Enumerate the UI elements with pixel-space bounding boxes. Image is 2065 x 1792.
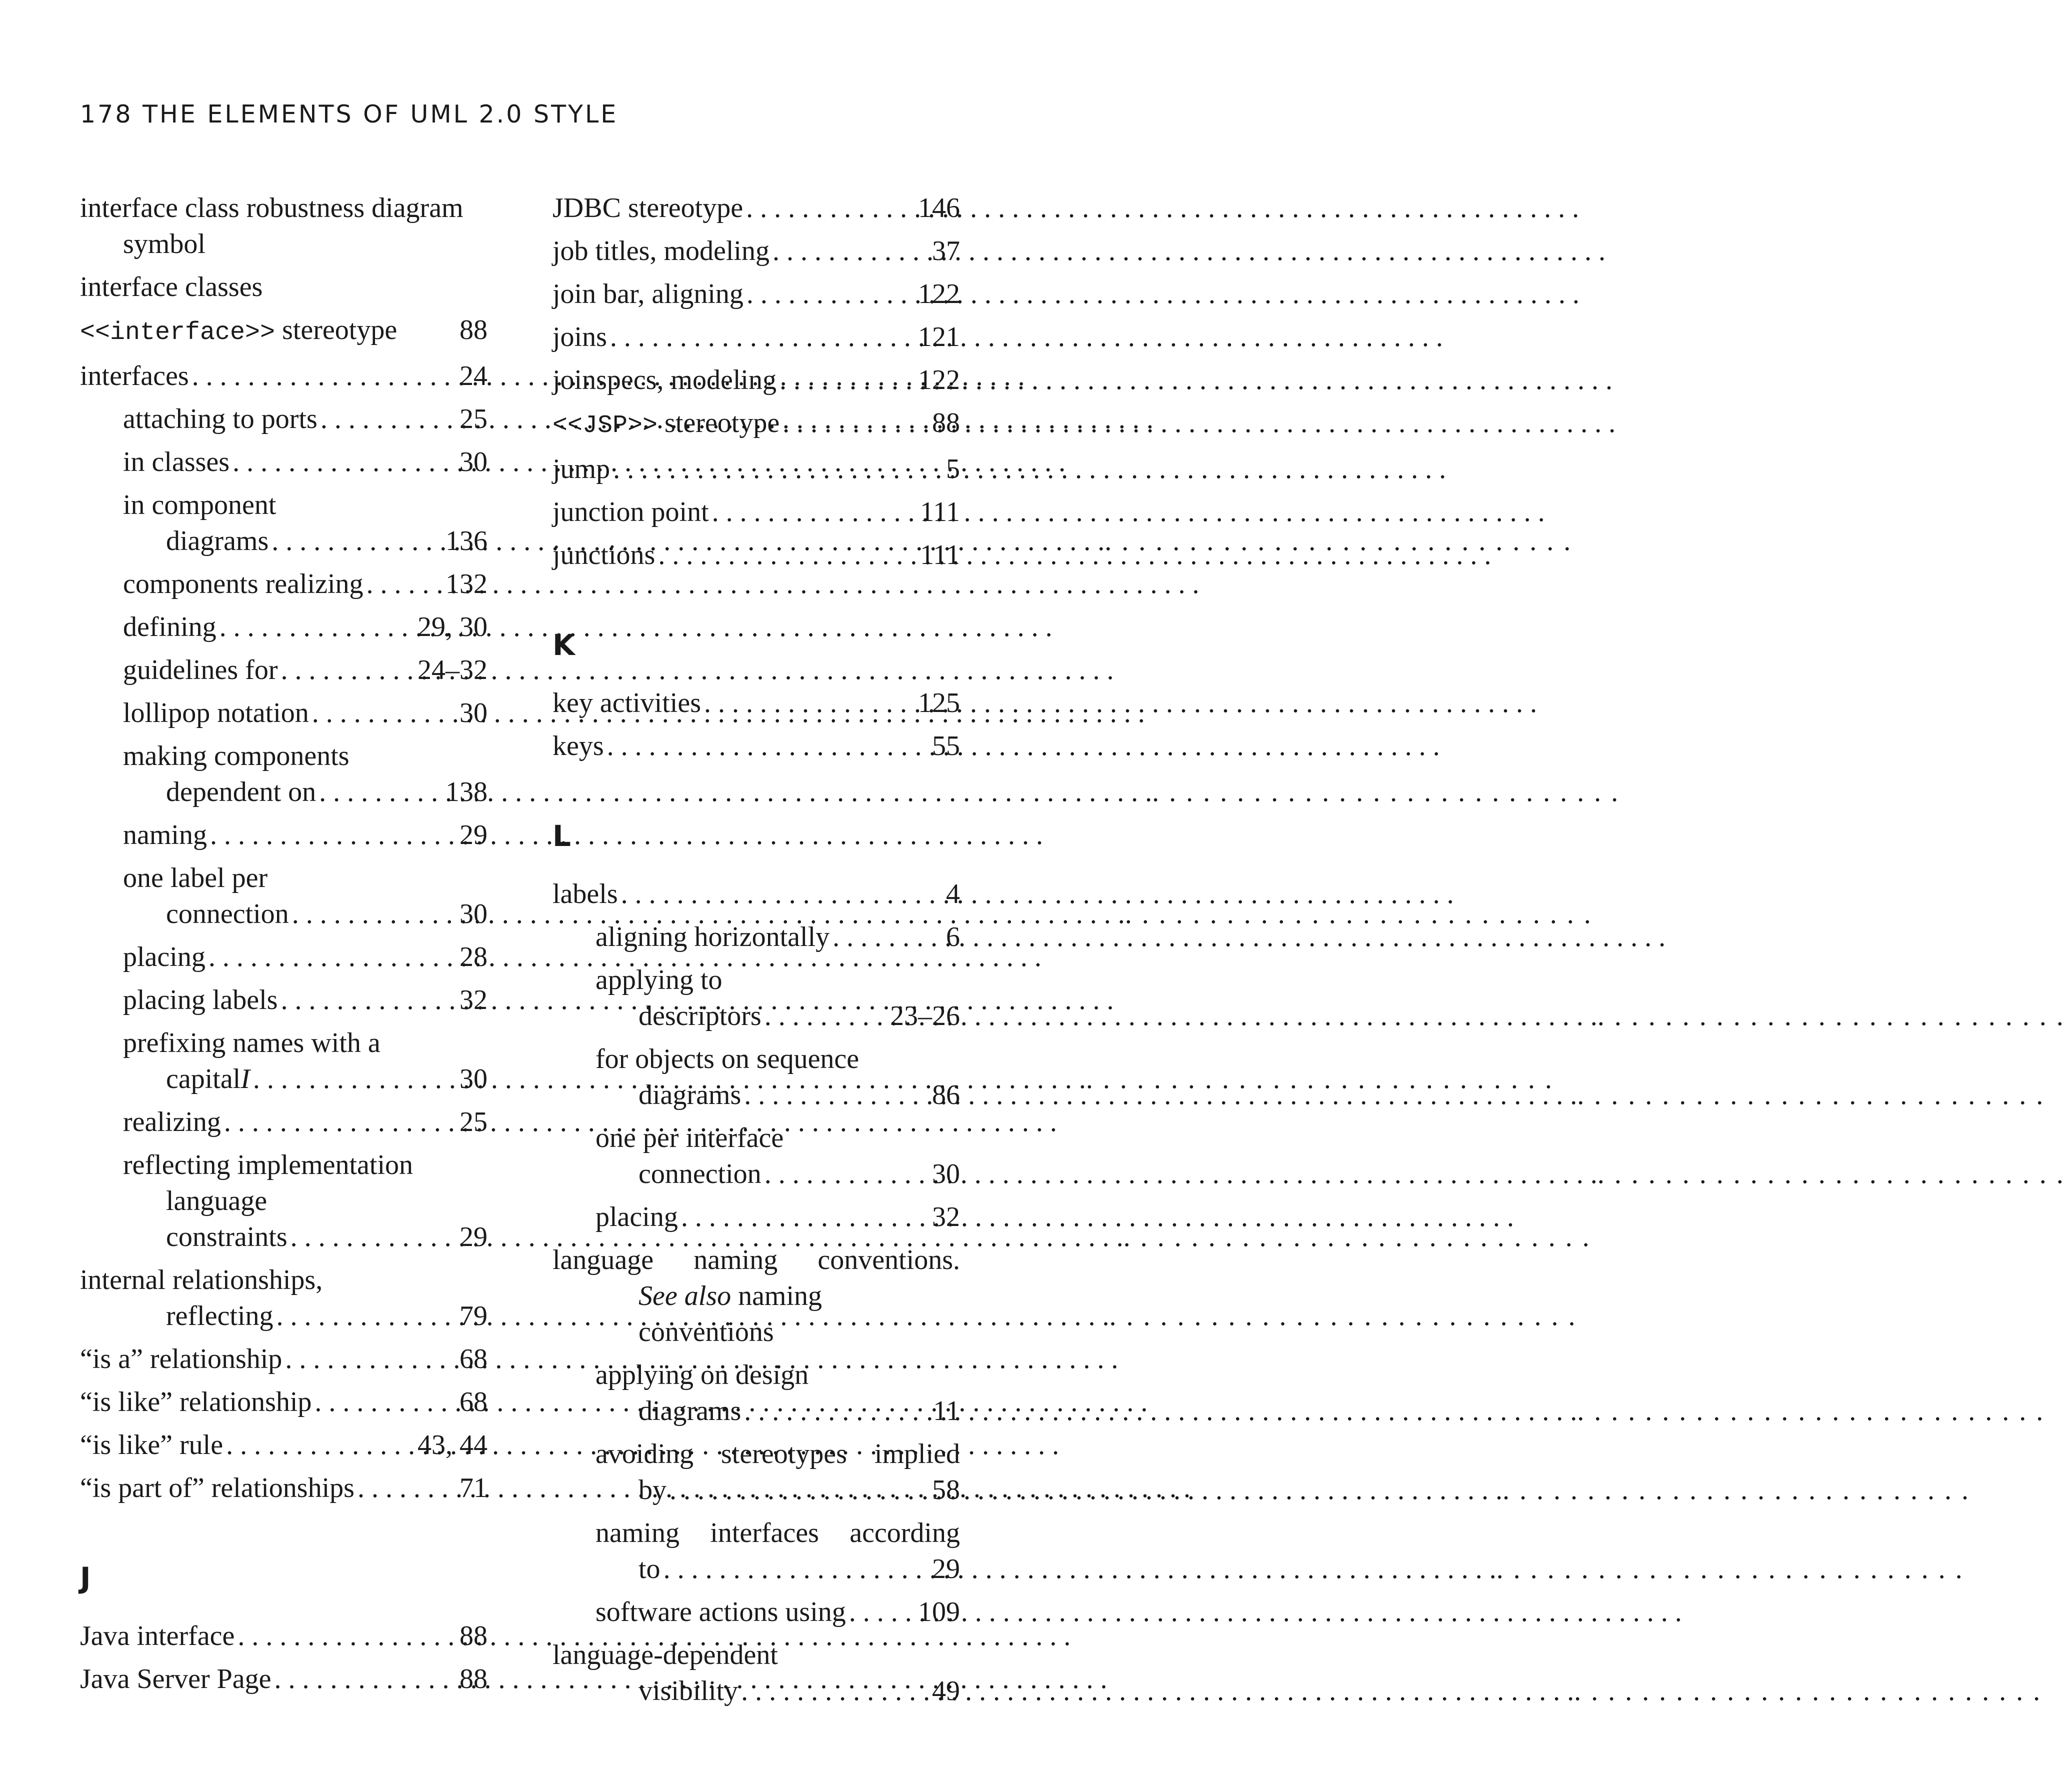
dot-leader: . . . . . . . . . . . . . . . . . . . . . . . . . . . . . . . — [744, 1077, 929, 1113]
dot-leader: . . . . . . . . . . . . . . . . . . . . . . . . . . . . . . . — [319, 774, 442, 810]
entry-text: symbol — [123, 228, 206, 260]
dot-leader — [358, 1470, 456, 1506]
dot-leader — [238, 1618, 456, 1654]
dot-leader — [746, 190, 915, 226]
index-entry — [552, 405, 960, 444]
entry-text: interface class robustness diagram — [80, 192, 464, 224]
index-entry — [552, 685, 960, 721]
dot-leader — [208, 939, 456, 975]
entry-page: 88 — [460, 314, 488, 346]
entry-label: defining — [123, 612, 216, 642]
entry-page: 122 — [918, 278, 960, 310]
dot-leader — [280, 982, 456, 1018]
entry-label: placing — [596, 1202, 678, 1232]
running-head: 178 THE ELEMENTS OF UML 2.0 STYLE — [80, 100, 618, 128]
index-entry — [80, 1341, 488, 1377]
entry-page: 111 — [920, 496, 960, 528]
dot-leader — [220, 609, 414, 645]
dot-leader: . . . . . . . . . . . . . . . . . . . . . . . . . . . . . . . — [292, 896, 456, 932]
entry-label: labels — [552, 878, 618, 910]
entry-page: 29 — [460, 1222, 488, 1252]
index-subentry — [552, 1120, 2065, 1192]
dot-leader — [274, 1661, 456, 1697]
section-letter-k: K — [552, 628, 575, 662]
dot-leader: . . . . . . . . . . . . . . . . . . . . . . . . . . . . . . . — [664, 1551, 929, 1587]
index-subentry — [80, 444, 488, 480]
dot-leader — [772, 233, 929, 269]
entry-label: stereotype — [658, 408, 780, 438]
entry-label: key activities — [552, 688, 702, 718]
dot-leader — [613, 451, 943, 487]
entry-page: 32 — [460, 984, 488, 1016]
entry-page: 29, 30 — [418, 612, 488, 642]
index-entry — [552, 451, 960, 487]
index-subentry — [552, 1594, 960, 1630]
index-subentry — [552, 962, 2065, 1034]
entry-label: joinspecs, modeling — [552, 364, 776, 396]
entry-word: implied — [874, 1438, 960, 1470]
entry-word: language — [552, 1244, 654, 1276]
dot-leader — [224, 1104, 456, 1140]
entry-label: job titles, modeling — [552, 236, 770, 266]
entry-label: naming — [123, 820, 207, 850]
entry-page: 111 — [920, 540, 960, 570]
entry-page: 29 — [932, 1554, 960, 1584]
dot-leader — [314, 1384, 456, 1420]
entry-code: <<JSP>> — [552, 412, 658, 440]
index-entry — [552, 876, 960, 912]
entry-label: connection — [638, 1158, 762, 1190]
entry-page: 30 — [932, 1158, 960, 1190]
dot-leader — [681, 1199, 929, 1235]
entry-label: components realizing — [123, 568, 364, 600]
entry-page: 132 — [446, 568, 488, 600]
entry-label: realizing — [123, 1106, 221, 1138]
index-subentry — [552, 1199, 960, 1235]
entry-page: 30 — [460, 698, 488, 728]
entry-page: 55 — [932, 730, 960, 762]
entry-page: 25 — [460, 1106, 488, 1138]
dot-leader: . . . . . . . . . . . . . . . . . . . . . . . . . . . . . . . — [744, 1393, 930, 1429]
index-subentry — [80, 652, 488, 688]
entry-text: one label per — [123, 862, 268, 894]
entry-page: 5 — [946, 454, 960, 484]
entry-label: “is like” rule — [80, 1430, 224, 1460]
index-subentry — [552, 1357, 2045, 1429]
entry-label: visibility — [638, 1676, 738, 1706]
entry-page: 88 — [460, 1664, 488, 1694]
index-entry — [80, 1470, 488, 1506]
entry-page: 43, 44 — [418, 1430, 488, 1460]
index-subentry — [552, 1515, 1964, 1587]
entry-text: prefixing names with a — [123, 1028, 380, 1058]
entry-page: 37 — [932, 236, 960, 266]
entry-text: for objects on sequence — [596, 1044, 860, 1074]
entry-label: interface classes — [80, 272, 263, 302]
dot-leader — [621, 876, 943, 912]
index-entry — [80, 358, 488, 394]
entry-page: 32 — [932, 1202, 960, 1232]
index-entry — [80, 1384, 488, 1420]
dot-leader: . . . . . . . . . . . . . . . . . . . . . . . . . . . . . . . — [764, 1156, 929, 1192]
dot-leader — [658, 537, 917, 573]
entry-page: 122 — [918, 364, 960, 396]
entry-label: aligning horizontally — [596, 922, 830, 952]
entry-italic: I — [240, 1064, 250, 1094]
entry-page: 30 — [460, 898, 488, 930]
index-entry — [552, 494, 960, 530]
entry-label: descriptors — [638, 1000, 762, 1032]
dot-leader: . . . . . . . . . . . . . . . . . . . . . . . . . . . . . . . — [276, 1298, 456, 1334]
entry-page: 71 — [460, 1472, 488, 1504]
entry-label: guidelines for — [123, 654, 278, 686]
index-entry — [80, 269, 488, 305]
entry-text: conventions — [638, 1316, 774, 1348]
entry-label: Java Server Page — [80, 1664, 272, 1694]
entry-label: placing — [123, 942, 206, 972]
entry-word: avoiding — [596, 1438, 694, 1470]
dot-leader — [849, 1594, 915, 1630]
dot-leader: . . . . . . . . . . . . . . . . . . . . . . . . . . . . . . . — [253, 1061, 456, 1097]
index-subentry — [80, 609, 488, 645]
entry-label: jump — [552, 454, 610, 484]
dot-leader — [832, 919, 943, 955]
index-entry — [552, 362, 960, 398]
dot-leader: . . . . . . . . . . . . . . . . . . . . . . . . . . . . . . . — [764, 998, 887, 1034]
entry-label: JDBC stereotype — [552, 192, 744, 224]
dot-leader — [780, 362, 915, 398]
index-subentry — [80, 982, 488, 1018]
dot-leader — [280, 652, 414, 688]
entry-label: connection — [166, 898, 289, 930]
entry-label: placing labels — [123, 984, 278, 1016]
dot-leader — [712, 494, 918, 530]
entry-label: “is a” relationship — [80, 1344, 282, 1374]
entry-page: 88 — [460, 1620, 488, 1652]
index-subentry — [80, 1104, 488, 1140]
index-subentry — [80, 695, 488, 731]
entry-page: 28 — [460, 942, 488, 972]
entry-page: 58 — [932, 1474, 960, 1506]
index-subentry — [552, 1041, 2045, 1113]
entry-text: language — [166, 1186, 268, 1216]
index-subentry — [552, 1436, 1970, 1508]
entry-text: naming — [731, 1280, 822, 1312]
dot-leader — [782, 405, 929, 441]
entry-label: “is part of” relationships — [80, 1472, 354, 1504]
entry-page: 4 — [946, 878, 960, 910]
index-entry — [80, 312, 488, 351]
entry-label: constraints — [166, 1222, 288, 1252]
entry-label: attaching to ports — [123, 404, 318, 434]
dot-leader — [210, 817, 456, 853]
dot-leader — [226, 1427, 414, 1463]
entry-label: keys — [552, 730, 604, 762]
entry-page: 30 — [460, 446, 488, 478]
dot-leader: . . . . . . . . . . . . . . . . . . . . . . . . . . . . . . . — [272, 523, 442, 559]
index-entry — [552, 1242, 960, 1350]
entry-page: 25 — [460, 404, 488, 434]
entry-label: Java interface — [80, 1620, 235, 1652]
entry-page: 30 — [460, 1064, 488, 1094]
dot-leader: . . . . . . . . . . . . . . . . . . . . . . . . . . . . . . . — [290, 1219, 456, 1255]
dot-leader — [312, 695, 456, 731]
entry-word: naming — [596, 1518, 680, 1548]
entry-page: 88 — [932, 408, 960, 438]
entry-label: join bar, aligning — [552, 278, 744, 310]
index-subentry — [552, 919, 960, 955]
index-entry — [552, 190, 960, 226]
entry-page: 68 — [460, 1344, 488, 1374]
entry-page: 29 — [460, 820, 488, 850]
entry-label: to — [638, 1554, 660, 1584]
entry-label: interfaces — [80, 360, 189, 392]
entry-text: one per interface — [596, 1122, 784, 1154]
index-entry — [80, 1661, 488, 1697]
entry-page: 136 — [446, 526, 488, 556]
entry-label: capital — [166, 1064, 241, 1094]
entry-page: 68 — [460, 1386, 488, 1418]
dot-leader — [192, 358, 456, 394]
dot-leader — [232, 444, 456, 480]
entry-page: 11 — [933, 1396, 960, 1426]
entry-label: software actions using — [596, 1596, 846, 1628]
entry-page: 24 — [460, 360, 488, 392]
index-entry — [552, 233, 960, 269]
entry-label: diagrams — [638, 1080, 742, 1110]
entry-text: making components — [123, 740, 350, 772]
entry-text: language-dependent — [552, 1640, 778, 1670]
index-subentry — [80, 939, 488, 975]
index-subentry — [80, 566, 488, 602]
entry-page: 23–26 — [890, 1000, 960, 1032]
index-entry — [80, 1618, 488, 1654]
entry-text: applying on design — [596, 1360, 809, 1390]
entry-page: 49 — [932, 1676, 960, 1706]
entry-page: 121 — [918, 322, 960, 352]
entry-page: 24–32 — [418, 654, 488, 686]
entry-label: joins — [552, 322, 607, 352]
index-entry — [552, 319, 960, 355]
entry-label: in classes — [123, 446, 230, 478]
index-entry — [80, 190, 488, 262]
dot-leader: . . . . . . . . . . . . . . . . . . . . . . . . . . . . . . . — [741, 1673, 929, 1709]
entry-page: 79 — [460, 1300, 488, 1332]
dot-leader — [704, 685, 915, 721]
index-entry — [552, 276, 960, 312]
entry-label: junction point — [552, 496, 709, 528]
index-entry — [552, 1637, 2042, 1709]
entry-label: diagrams — [638, 1396, 742, 1426]
index-column-right — [552, 190, 2065, 1716]
entry-text: internal relationships, — [80, 1264, 323, 1296]
index-entry — [80, 1427, 488, 1463]
entry-page: 109 — [918, 1596, 960, 1628]
section-letter-j: J — [80, 1561, 91, 1595]
dot-leader: . . . . . . . . . . . . . . . . . . . . . . . . . . . . . . . — [670, 1472, 929, 1508]
dot-leader — [746, 276, 915, 312]
entry-page: 125 — [918, 688, 960, 718]
index-entry — [552, 728, 960, 764]
entry-label: stereotype — [275, 314, 398, 346]
entry-page: 146 — [918, 192, 960, 224]
dot-leader — [320, 401, 456, 437]
entry-text: applying to — [596, 964, 722, 996]
entry-label: “is like” relationship — [80, 1386, 312, 1418]
entry-word: interfaces — [710, 1518, 819, 1548]
entry-word: according — [850, 1518, 960, 1548]
entry-page: 86 — [932, 1080, 960, 1110]
entry-word: naming — [694, 1244, 778, 1276]
entry-label: by — [638, 1474, 666, 1506]
dot-leader — [607, 728, 929, 764]
entry-label: junctions — [552, 540, 656, 570]
entry-word: conventions. — [818, 1244, 960, 1276]
entry-code: <<interface>> — [80, 318, 276, 347]
section-letter-l: L — [552, 819, 571, 853]
entry-text: reflecting implementation — [123, 1150, 414, 1180]
dot-leader — [366, 566, 442, 602]
dot-leader — [610, 319, 915, 355]
dot-leader — [285, 1341, 456, 1377]
entry-label: lollipop notation — [123, 698, 309, 728]
entry-label: dependent on — [166, 776, 316, 808]
entry-label: reflecting — [166, 1300, 274, 1332]
index-entry — [552, 537, 960, 573]
entry-word: stereotypes — [720, 1438, 847, 1470]
see-also-text: See also — [638, 1280, 732, 1312]
index-subentry — [80, 817, 488, 853]
index-subentry — [80, 401, 488, 437]
entry-label: diagrams — [166, 526, 269, 556]
entry-text: in component — [123, 490, 276, 520]
entry-page: 6 — [946, 922, 960, 952]
entry-page: 138 — [446, 776, 488, 808]
